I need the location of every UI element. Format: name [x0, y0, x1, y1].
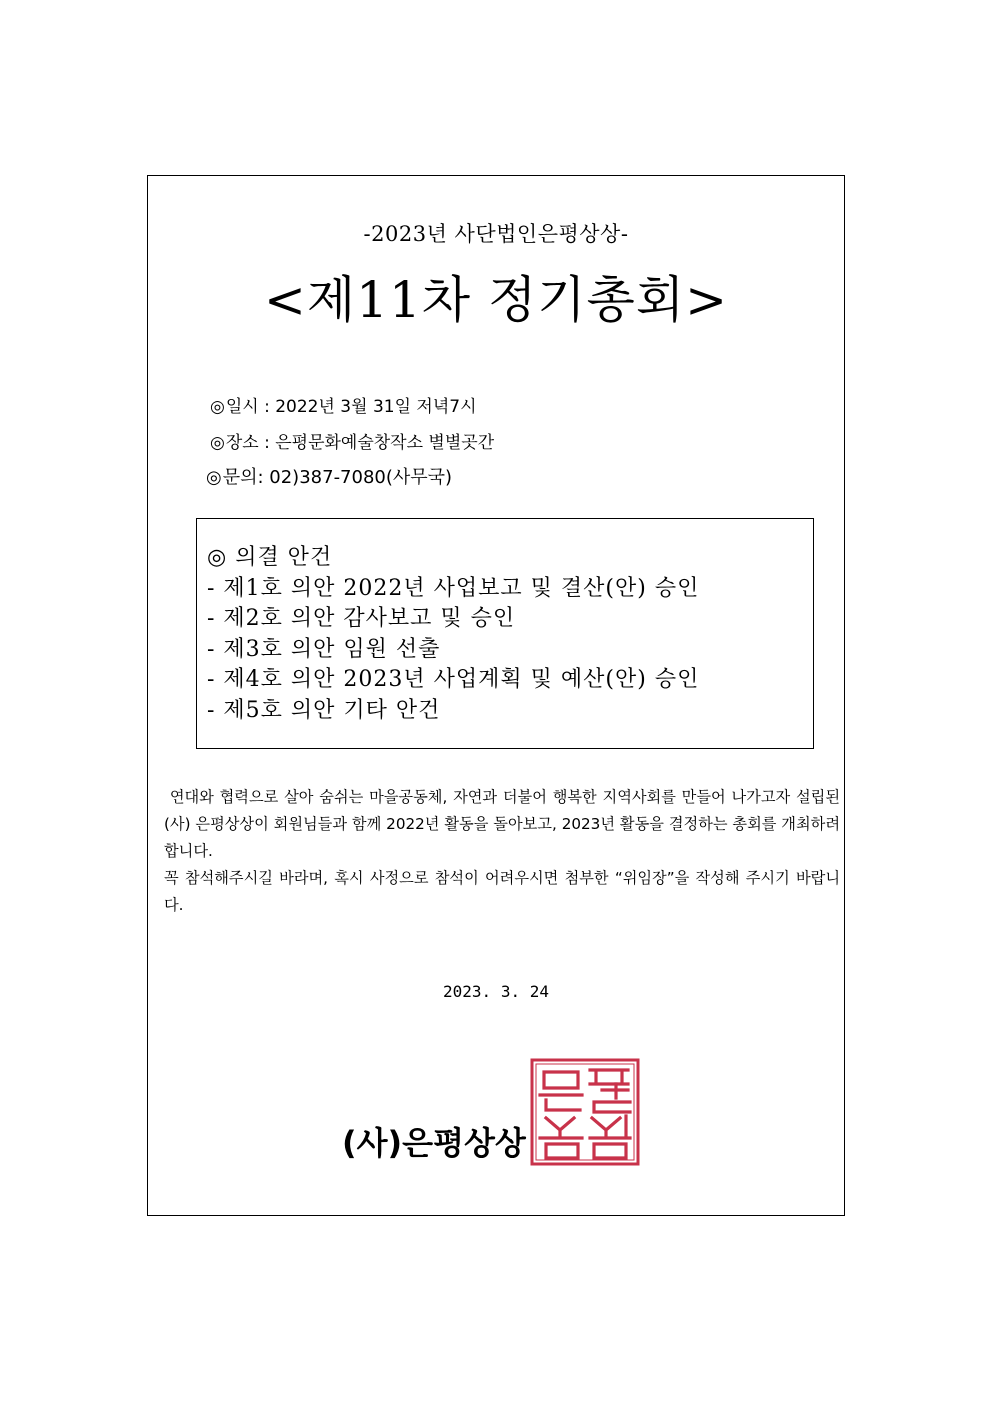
body-paragraph — [164, 784, 840, 865]
document-subtitle: -2023년 사단법인은평상상- — [363, 222, 629, 246]
info-datetime — [210, 392, 477, 417]
body-paragraph-1: 연대와 협력으로 살아 숨쉬는 마을공동체, 자연과 더불어 행복한 지역사회를 만들어 나가고자 설립된 (사) 은평상상이 회원님들과 함께 2022년 활동을 돌아보고, 2023년 활동을 결정하는 총회를 개최하려 합니다. — [164, 788, 841, 860]
organization-name: (사)은평상상 — [342, 1124, 526, 1162]
bullet-symbol: ◎ — [210, 433, 225, 453]
document-title: <제11차 정기총회> — [263, 271, 729, 329]
datetime-text: 일시 : 2022년 3월 31일 저녁7시 — [225, 397, 477, 417]
agenda-box — [196, 518, 814, 749]
agenda-item: - 제4호 의안 2023년 사업계획 및 예산(안) 승인 — [207, 667, 700, 692]
body-paragraph-2: 꼭 참석해주시길 바라며, 혹시 사정으로 참석이 어려우시면 첨부한 “위임장”을 작성해 주시기 바랍니다. — [164, 869, 840, 914]
place-text: 장소 : 은평문화예술창작소 별별곳간 — [225, 433, 495, 453]
bullet-symbol: ◎ — [210, 397, 225, 417]
info-place — [210, 428, 494, 453]
info-contact — [206, 463, 452, 489]
agenda-item: - 제1호 의안 2022년 사업보고 및 결산(안) 승인 — [207, 575, 700, 601]
bullet-symbol: ◎ — [206, 467, 222, 488]
agenda-item: - 제5호 의안 기타 안건 — [207, 697, 441, 723]
issue-date: 2023. 3. 24 — [443, 982, 549, 1001]
agenda-heading: ◎ 의결 안건 — [207, 545, 333, 570]
contact-text: 문의: 02)387-7080(사무국) — [222, 467, 453, 488]
invitation-body — [164, 784, 840, 919]
official-seal-icon — [530, 1058, 640, 1166]
agenda-item: - 제3호 의안 임원 선출 — [207, 636, 441, 662]
agenda-item: - 제2호 의안 감사보고 및 승인 — [207, 606, 516, 631]
